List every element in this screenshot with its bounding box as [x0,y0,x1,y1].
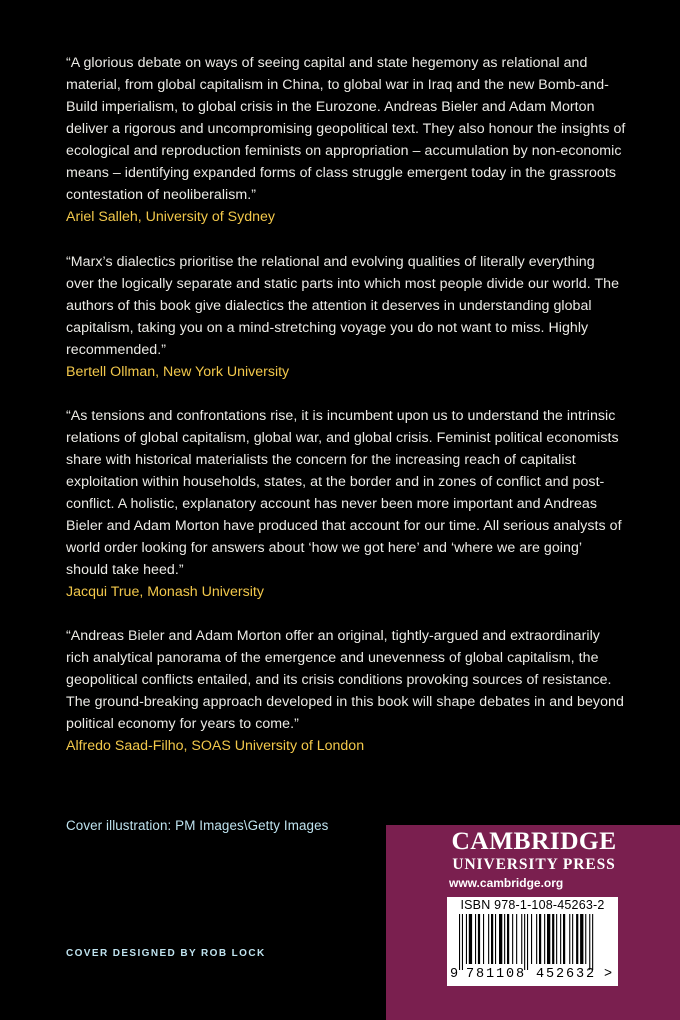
isbn-barcode [447,897,618,986]
quote-alfredo-saad-filho [66,625,626,757]
quote-attribution: Alfredo Saad-Filho, SOAS University of London [66,738,365,754]
quote-text: “Marx’s dialectics prioritise the relational and evolving qualities of literally everything over the logically separate and static parts into which most people divide our world. The authors of this book give dialectics the attention it deserves in understanding global capitalism, taking you on a mind-stretching voyage you do not want to miss. Highly recommended.” [66,254,620,358]
quote-text: “A glorious debate on ways of seeing capital and state hegemony as relational and material, from global capitalism in China, to global war in Iraq and the new Bomb-and-Build imperialism, to global crisis in the Eurozone. Andreas Bieler and Adam Morton deliver a rigorous and uncompromising geopolitical text. They also honour the insights of ecological and reproduction feminists on appropriation – accumulation by non-economic means – identifying expanded forms of class struggle emergent today in the grassroots contestation of neoliberalism.” [66,55,626,203]
isbn-label: ISBN 978-1-108-45263-2 [460,898,605,912]
quote-text: “Andreas Bieler and Adam Morton offer an original, tightly-argued and extraordinarily rich analytical panorama of the emergence and unevenness of global capitalism, the geopolitical conflicts entailed, and its crisis conditions provoking sources of resistance. The ground-breaking approach developed in this book will shape debates in and beyond political economy for years to come.” [66,628,624,732]
quote-attribution: Bertell Ollman, New York University [66,364,290,380]
quote-ariel-salleh [66,52,626,228]
quote-text: “As tensions and confrontations rise, it is incumbent upon us to understand the intrinsic relations of global capitalism, global war, and global crisis. Feminist political economists share with historical materialists the concern for the increasing reach of capitalist exploitation within households, states, at the border and in zones of conflict and post-conflict. A holistic, explanatory account has never been more important and Andreas Bieler and Adam Morton have produced that account for our time. All serious analysts of world order looking for answers about ‘how we got here’ and ‘where we are going’ should take heed.” [66,408,622,578]
barcode-left-group: 781108 [466,967,527,982]
quote-jacqui-true [66,405,626,603]
quote-bertell-ollman [66,251,626,383]
publisher-name: CAMBRIDGE [451,826,617,855]
barcode-first-digit: 9 [450,967,459,982]
cover-designer-credit: COVER DESIGNED BY ROB LOCK [66,948,266,959]
cover-illustration-credit: Cover illustration: PM Images\Getty Images [66,818,329,833]
barcode-digits [447,965,618,985]
publisher-subname: UNIVERSITY PRESS [452,856,616,873]
quote-attribution: Jacqui True, Monash University [66,584,264,600]
quote-attribution: Ariel Salleh, University of Sydney [66,209,275,225]
publisher-url: www.cambridge.org [449,876,564,890]
barcode-right-group: 452632 [536,967,597,982]
barcode-marker: > [604,967,613,982]
